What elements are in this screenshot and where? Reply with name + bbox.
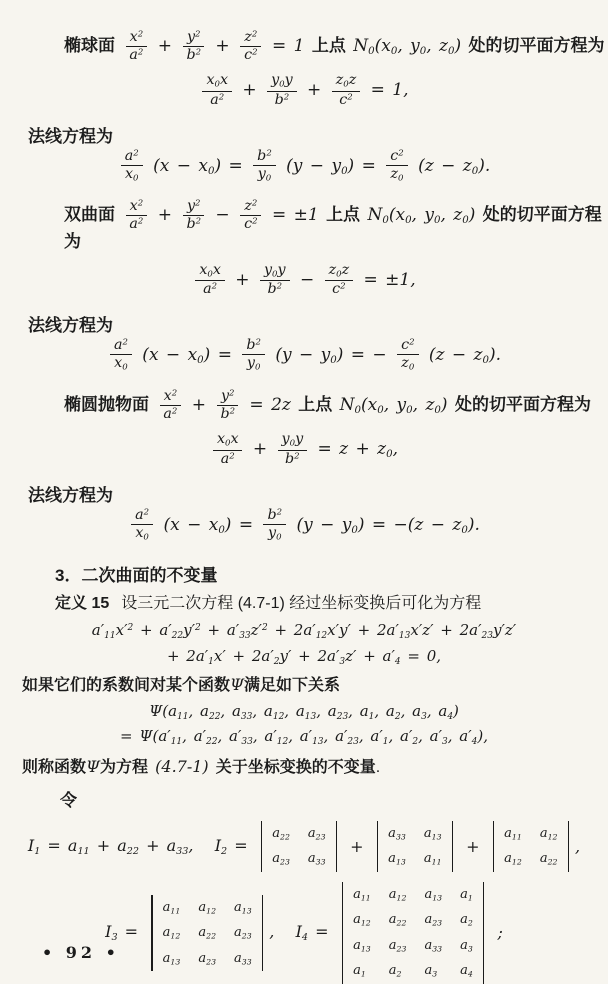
i1-i2-lead: I1 = a11 + a22 + a33, I2 = — [27, 835, 255, 857]
psi-equation-line1: Ψ(a11, a22, a33, a12, a13, a23, a1, a2, a3, a4) — [149, 701, 459, 722]
ellipsoid-intro: 椭球面 $\frac{x^2}{a^2}$ + $\frac{y^2}{b^2}$ + $\frac{z^2}{c^2}$ = 1 上点 N0(x0, y0, z0) 处的切平面方程为 — [64, 29, 605, 63]
definition-15-line — [55, 593, 608, 615]
normal-line-label-2: 法线方程为 — [28, 316, 113, 336]
i4-determinant: a11 a12 a13 a1 a12 a22 a23 a2 a13 a23 a33 a3 a1 a2 a3 a4 — [342, 882, 485, 984]
invariant-conclusion-suffix: . — [375, 759, 381, 777]
invariants-heading: 3．二次曲面的不变量 — [55, 565, 218, 585]
normal-line-label-1: 法线方程为 — [28, 126, 113, 146]
hyperboloid-intro: 双曲面 $\frac{x^2}{a^2}$ + $\frac{y^2}{b^2}$ − $\frac{z^2}{c^2}$ = ±1 上点 N0(x0, y0, z0) 处的切平面方程为 — [64, 198, 602, 252]
psi-condition-intro: 如果它们的系数间对某个函数Ψ满足如下关系 — [22, 674, 341, 694]
invariants-i1-i2-row — [0, 821, 608, 872]
normal-line-label-3: 法线方程为 — [28, 485, 113, 505]
invariant-conclusion — [22, 756, 608, 779]
psi-equation-line2: = Ψ(a′11, a′22, a′33, a′12, a′13, a′23, a′1, a′2, a′3, a′4), — [120, 727, 488, 748]
i2-determinant-3: a11 a12 a12 a22 — [493, 821, 569, 872]
paraboloid-intro: 椭圆抛物面 $\frac{x^2}{a^2}$ + $\frac{y^2}{b^2}$ = 2z 上点 N0(x0, y0, z0) 处的切平面方程为 — [64, 388, 591, 423]
let-label: 令 — [60, 790, 77, 810]
transformed-equation-line2: + 2a′1x′ + 2a′2y′ + 2a′3z′ + a′4 = 0, — [166, 647, 442, 667]
i4-lead: , I4 = — [269, 922, 336, 944]
page-number: • 92 • — [42, 943, 120, 962]
i2-determinant-2: a33 a13 a13 a11 — [377, 821, 453, 872]
i3-determinant: a11 a12 a13 a12 a22 a23 a13 a23 a33 — [151, 895, 263, 971]
paraboloid-tangent-plane-equation: $\frac{x0x}{a^2}$ + $\frac{y0y}{b^2}$ = z + z0, — [0, 432, 608, 467]
i2-trailing-comma: , — [575, 836, 581, 856]
invariant-conclusion-prefix: 则称函数Ψ为方程 (4.7-1) 关于坐标变换的 — [22, 757, 328, 777]
invariants-i3-i4-row — [0, 882, 608, 984]
plus-sign-1: + — [343, 836, 371, 856]
definition-15-text: 设三元二次方程 (4.7-1) 经过坐标变换后可化为方程 — [121, 594, 482, 612]
line-end-semicolon: ; — [490, 923, 503, 943]
i2-determinant-1: a22 a23 a23 a33 — [261, 821, 337, 872]
hyperboloid-normal-line-equation: $\frac{a^2}{x0}$ (x − x0) = $\frac{b^2}{y0}$ (y − y0) = − $\frac{c^2}{z0}$ (z − z0). — [0, 338, 608, 373]
hyperboloid-tangent-plane-equation: $\frac{x0x}{a^2}$ + $\frac{y0y}{b^2}$ − $\frac{z0z}{c^2}$ = ±1, — [0, 263, 608, 298]
i3-lead: I3 = — [105, 922, 146, 944]
transformed-equation-line1: $a'11x'^2 + a'22y'^2 + a'33z'^2 + 2a'12x'y' + 2a'13x'z' + 2a'23y'z'$ — [91, 621, 517, 641]
plus-sign-2: + — [459, 836, 487, 856]
ellipsoid-tangent-plane-equation: $\frac{x0x}{a^2}$ + $\frac{y0y}{b^2}$ + $\frac{z0z}{c^2}$ = 1, — [0, 73, 608, 108]
definition-15-label: 定义 15 — [55, 594, 110, 612]
invariant-term-bold: 不变量 — [327, 759, 376, 777]
ellipsoid-normal-line-equation: $\frac{a^2}{x0}$ (x − x0) = $\frac{b^2}{y0}$ (y − y0) = $\frac{c^2}{z0}$ (z − z0). — [0, 149, 608, 184]
paraboloid-normal-line-equation: $\frac{a^2}{x0}$ (x − x0) = $\frac{b^2}{y0}$ (y − y0) = −(z − z0). — [0, 508, 608, 543]
